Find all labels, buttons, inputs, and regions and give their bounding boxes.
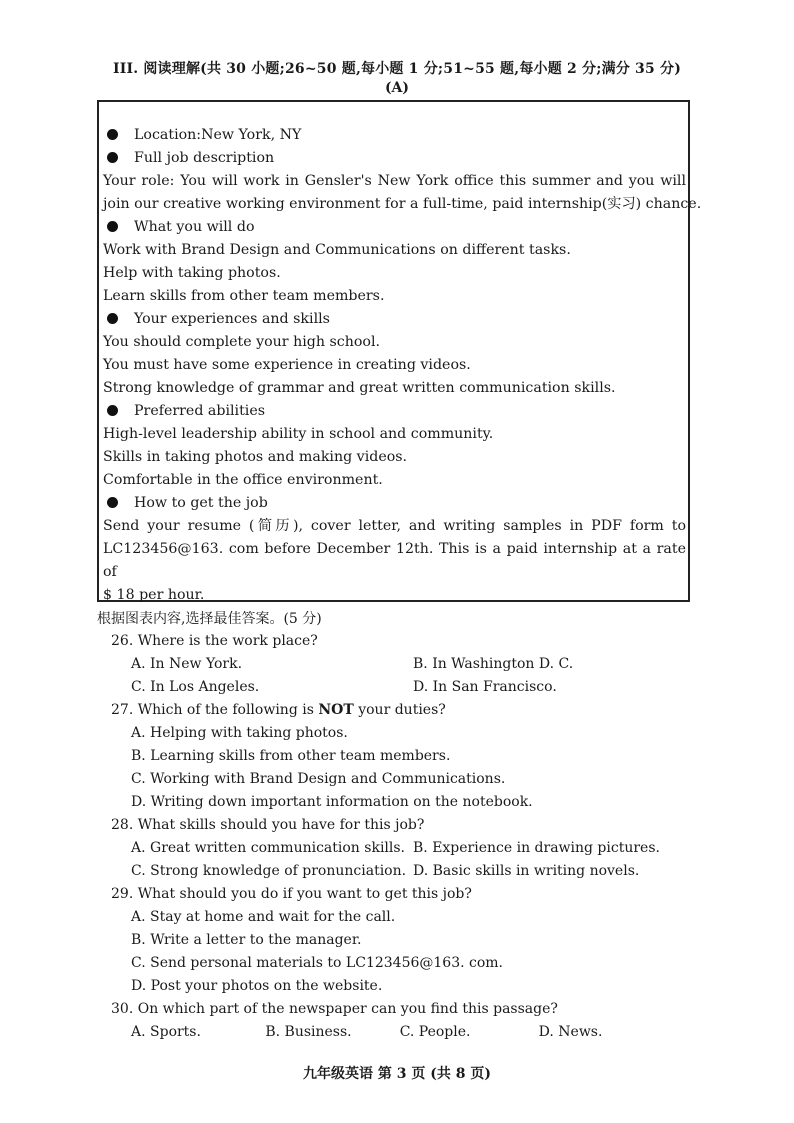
full-job-heading-text: Full job description	[134, 150, 275, 166]
option-a: A. Helping with taking photos.	[131, 725, 348, 741]
job-ad-content	[103, 124, 702, 607]
bullet-icon	[107, 497, 118, 508]
option-d: D. Post your photos on the website.	[131, 978, 383, 994]
question-27-stem	[111, 699, 673, 722]
question-28-stem: 28. What skills should you have for this job?	[111, 817, 425, 833]
option-c: C. Strong knowledge of pronunciation.	[131, 863, 407, 879]
instruction: 根据图表内容,选择最佳答案。(5 分)	[97, 611, 322, 627]
preferred-item: High-level leadership ability in school and community.	[103, 426, 494, 442]
option-d: D. Writing down important information on the notebook.	[131, 794, 533, 810]
question-28-options-row2	[113, 860, 673, 883]
option-d: D. Basic skills in writing novels.	[413, 863, 640, 879]
what-item: Help with taking photos.	[103, 265, 281, 281]
bullet-icon	[107, 405, 118, 416]
stem-text: 27. Which of the following is	[111, 702, 319, 718]
experience-item: You should complete your high school.	[103, 334, 380, 350]
part-label: (A)	[384, 80, 410, 96]
option-c: C. People.	[399, 1024, 471, 1040]
preferred-heading	[103, 400, 686, 423]
question-30-options	[113, 1021, 673, 1044]
option-b: B. Business.	[265, 1024, 352, 1040]
question-28-options-row1	[113, 837, 673, 860]
location-text: Location:New York, NY	[134, 127, 302, 143]
preferred-item: Comfortable in the office environment.	[103, 472, 383, 488]
what-heading	[103, 216, 686, 239]
experience-item: Strong knowledge of grammar and great written communication skills.	[103, 380, 616, 396]
what-item: Work with Brand Design and Communications on different tasks.	[103, 242, 571, 258]
question-26-options-row2	[113, 676, 673, 699]
option-a: A. Great written communication skills.	[131, 840, 406, 856]
option-b: B. In Washington D. C.	[413, 656, 574, 672]
bullet-icon	[107, 221, 118, 232]
option-d: D. News.	[538, 1024, 603, 1040]
option-b: B. Experience in drawing pictures.	[413, 840, 660, 856]
stem-emphasis: NOT	[318, 702, 354, 718]
section-title: III. 阅读理解(共 30 小题;26~50 题,每小题 1 分;51~55 题,每小题 2 分;满分 35 分)	[112, 61, 682, 77]
what-item: Learn skills from other team members.	[103, 288, 385, 304]
question-30-stem: 30. On which part of the newspaper can you find this passage?	[111, 1001, 558, 1017]
preferred-item: Skills in taking photos and making videos.	[103, 449, 408, 465]
full-job-heading	[103, 147, 686, 170]
job-ad-box	[97, 100, 702, 603]
option-a: A. Stay at home and wait for the call.	[131, 909, 396, 925]
question-29-stem: 29. What should you do if you want to get this job?	[111, 886, 472, 902]
stem-text: your duties?	[353, 702, 446, 718]
questions	[113, 630, 673, 1044]
how-line-2: LC123456@163. com before December 12th. This is a paid internship at a rate of	[103, 541, 686, 580]
how-line-1: Send your resume (简历), cover letter, and writing samples in PDF form to	[103, 518, 686, 534]
experience-heading	[103, 308, 686, 331]
option-b: B. Learning skills from other team members.	[131, 748, 451, 764]
location-line	[103, 124, 686, 147]
role-line-2: join our creative working environment for a full-time, paid internship(实习) chance.	[103, 196, 702, 212]
bullet-icon	[107, 152, 118, 163]
how-line-3: $ 18 per hour.	[103, 587, 205, 603]
question-26-options-row1	[113, 653, 673, 676]
what-heading-text: What you will do	[134, 219, 255, 235]
bullet-icon	[107, 129, 118, 140]
role-line-1: Your role: You will work in Gensler's New York office this summer and you will	[103, 173, 686, 189]
option-d: D. In San Francisco.	[413, 679, 557, 695]
option-c: C. In Los Angeles.	[131, 679, 260, 695]
page-footer: 九年级英语 第 3 页 (共 8 页)	[303, 1066, 491, 1082]
option-a: A. Sports.	[131, 1024, 201, 1040]
how-heading-text: How to get the job	[134, 495, 268, 511]
question-26-stem: 26. Where is the work place?	[111, 633, 318, 649]
experience-heading-text: Your experiences and skills	[134, 311, 330, 327]
preferred-heading-text: Preferred abilities	[134, 403, 265, 419]
bullet-icon	[107, 313, 118, 324]
how-heading	[103, 492, 686, 515]
experience-item: You must have some experience in creating videos.	[103, 357, 471, 373]
option-a: A. In New York.	[131, 656, 243, 672]
option-c: C. Send personal materials to LC123456@163. com.	[131, 955, 503, 971]
option-c: C. Working with Brand Design and Communications.	[131, 771, 506, 787]
option-b: B. Write a letter to the manager.	[131, 932, 362, 948]
